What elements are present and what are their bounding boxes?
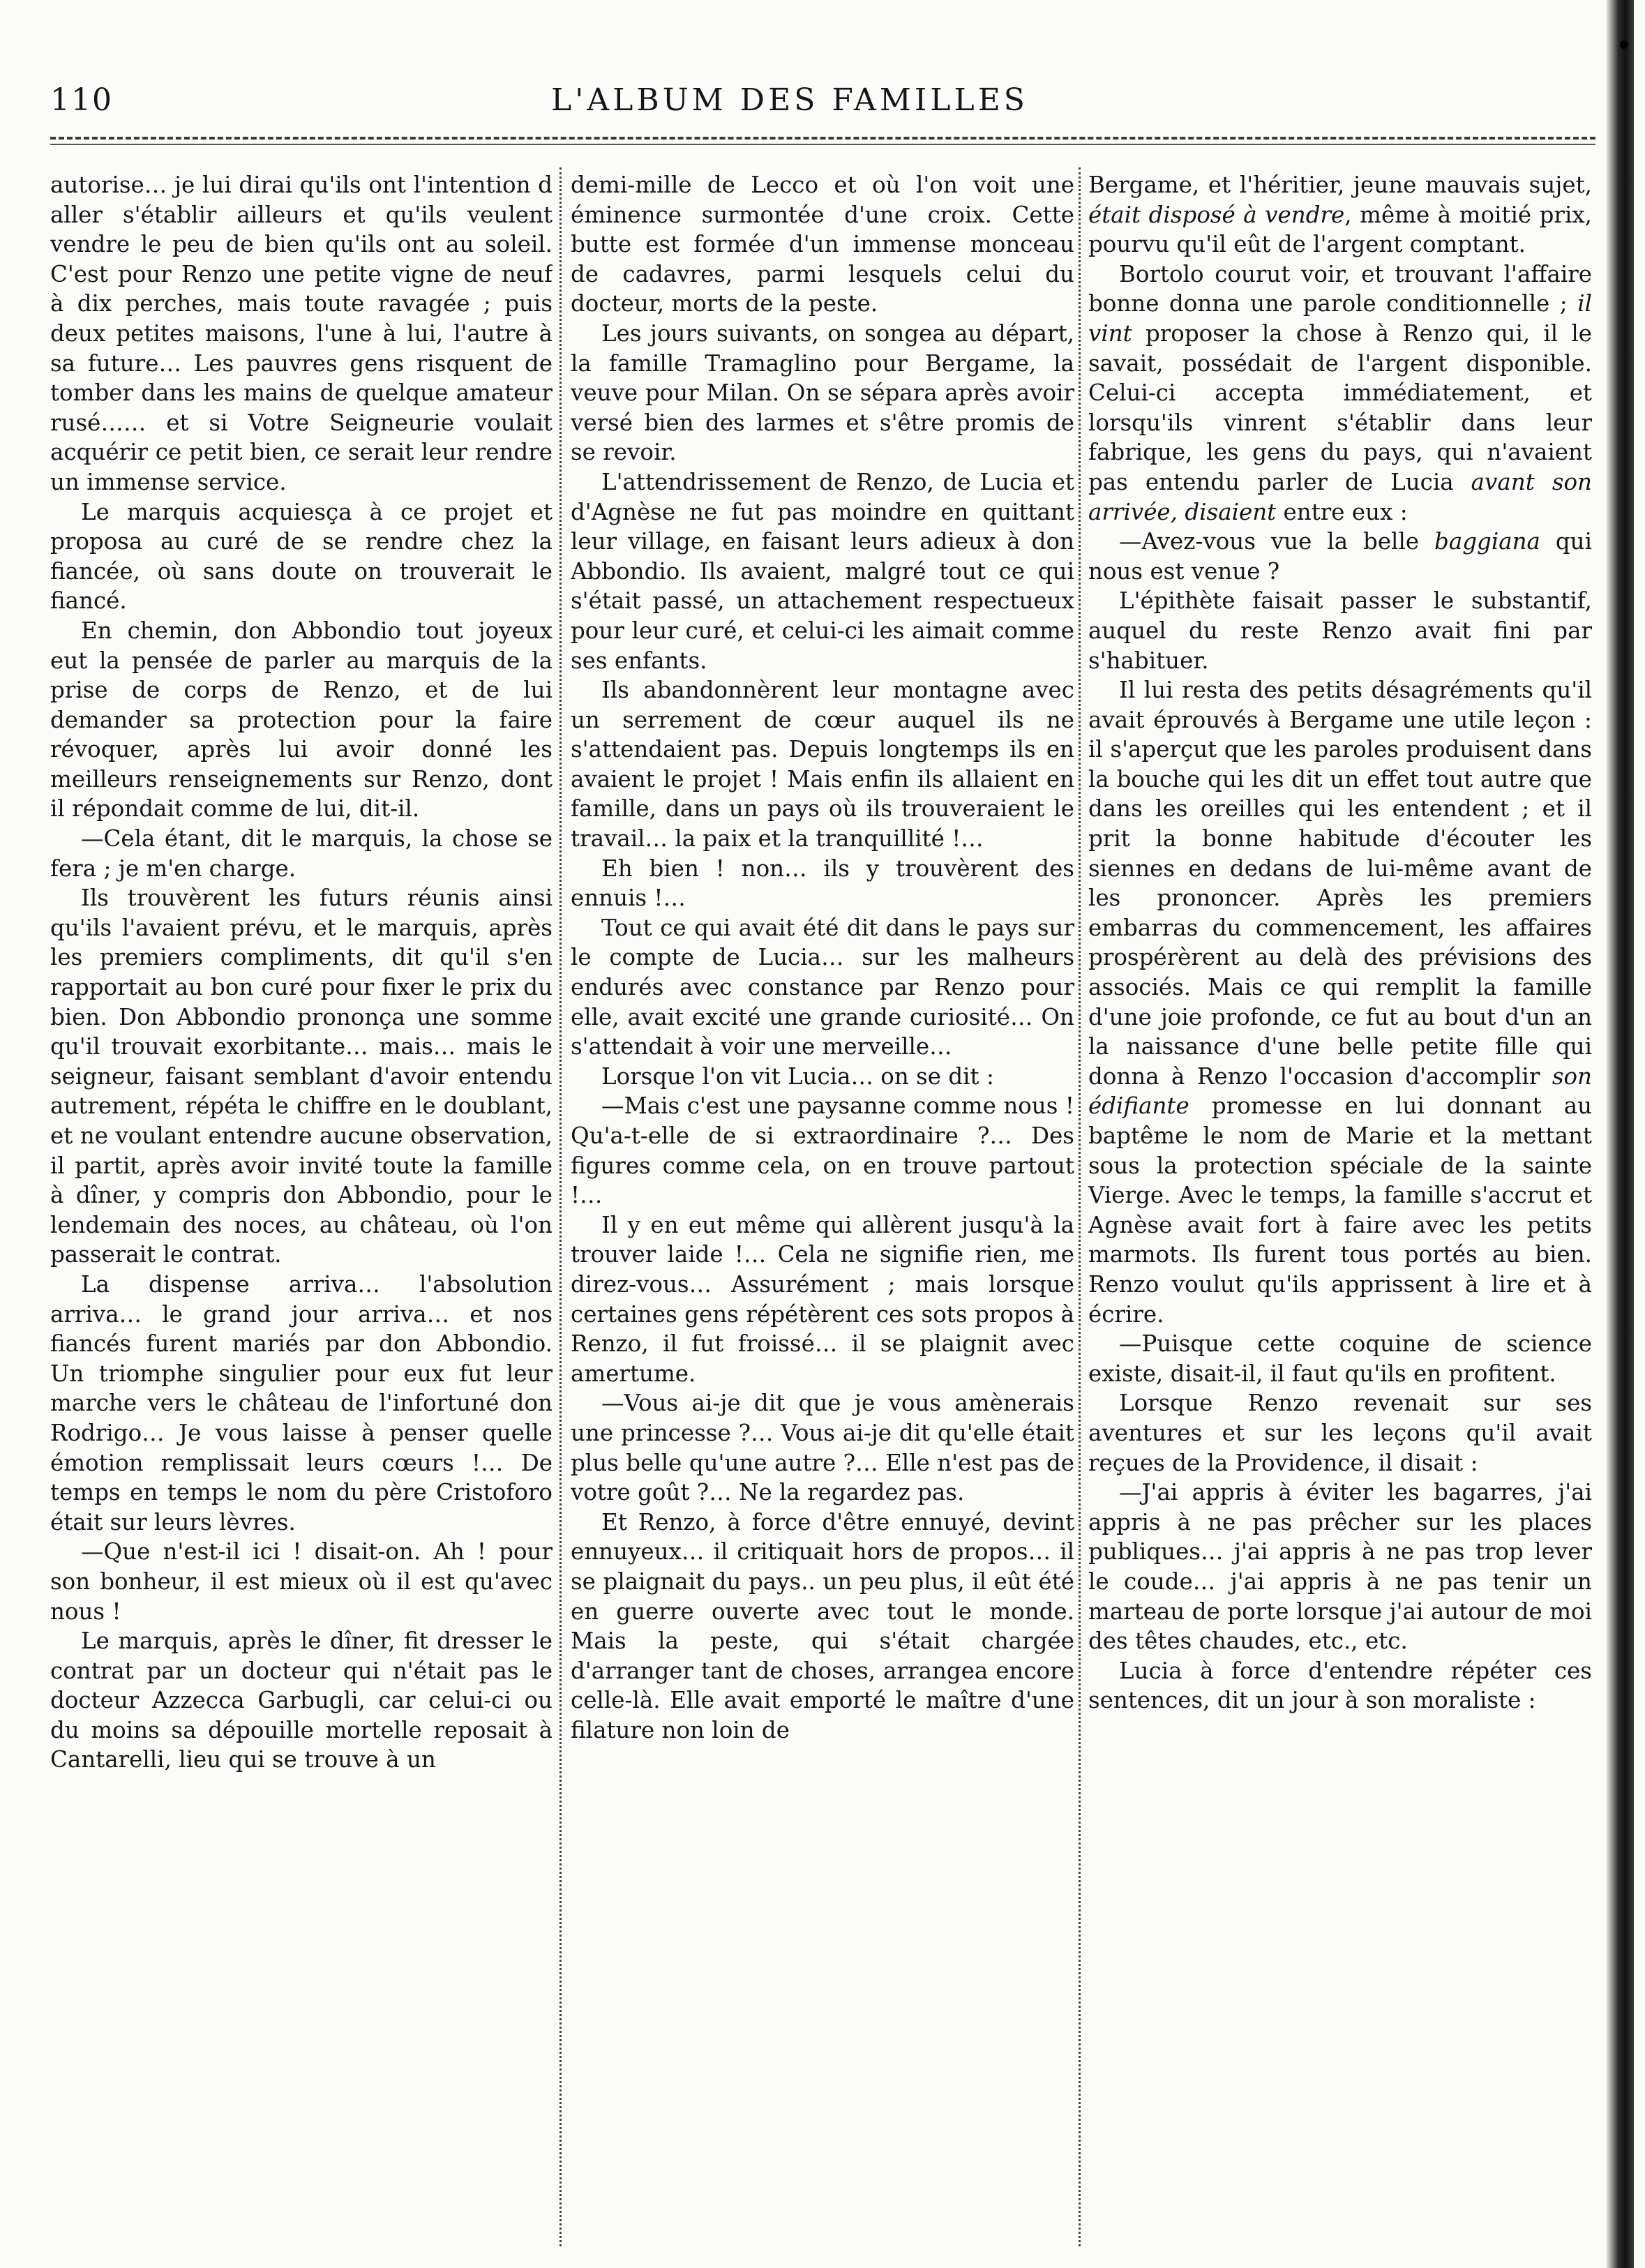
paragraph: Les jours suivants, on songea au départ, la famille Tramaglino pour Bergame, la veuve pour Milan. On se sépara après avoir versé bien des larmes et s'être promis de se revoir.	[571, 320, 1074, 466]
paragraph: —Que n'est-il ici ! disait-on. Ah ! pour son bonheur, il est mieux où il est qu'avec nous !	[50, 1538, 553, 1625]
header-rule	[50, 137, 1595, 140]
paragraph: L'épithète faisait passer le substantif, auquel du reste Renzo avait fini par s'habituer.	[1088, 587, 1592, 674]
ink-dot	[1620, 40, 1628, 49]
paragraph: Eh bien ! non… ils y trouvèrent des ennuis !…	[571, 855, 1074, 912]
paragraph: Le marquis acquiesça à ce projet et proposa au curé de se rendre chez la fiancée, où sans doute on trouverait le fiancé.	[50, 498, 553, 615]
paragraph: —Mais c'est une paysanne comme nous ! Qu'a-t-elle de si extraordinaire ?… Des figures comme cela, on en trouve partout !…	[571, 1092, 1074, 1209]
column-divider	[559, 167, 562, 2246]
paragraph: Bergame, et l'héritier, jeune mauvais sujet, était disposé à vendre, même à moitié prix, pourvu qu'il eût de l'argent comptant.	[1088, 172, 1592, 258]
paragraph: —Avez-vous vue la belle baggiana qui nous est venue ?	[1088, 528, 1592, 585]
paragraph: Et Renzo, à force d'être ennuyé, devint ennuyeux… il critiquait hors de propos… il se plaignait du pays.. un peu plus, il eût été en guerre ouverte avec tout le monde. Mais la peste, qui s'était chargée d'arranger tant de choses, arrangea encore celle-là. Elle avait emporté le maître d'une filature non loin de	[571, 1508, 1074, 1743]
paragraph: demi-mille de Lecco et où l'on voit une éminence surmontée d'une croix. Cette butte est formée d'un immense monceau de cadavres, parmi lesquels celui du docteur, morts de la peste.	[571, 172, 1074, 317]
paragraph: —Puisque cette coquine de science existe, disait-il, il faut qu'ils en profitent.	[1088, 1330, 1592, 1387]
paragraph: Lorsque l'on vit Lucia… on se dit :	[601, 1062, 994, 1090]
paragraph: Il lui resta des petits désagréments qu'il avait éprouvés à Bergame une utile leçon : il s'aperçut que les paroles produisent dans la bouche qui les dit un effet tout autre que dans les oreilles qui les entendent ; et il prit la bonne habitude d'écouter les siennes en dedans de lui-même avant de les prononcer. Après les premiers embarras du commencement, les affaires prospérèrent au delà des prévisions des associés. Mais ce qui remplit la famille d'une joie profonde, ce fut au bout d'un an la naissance d'une belle petite fille qui donna à Renzo l'occasion d'accomplir son édifiante promesse en lui donnant au baptême le nom de Marie et la mettant sous la protection spéciale de la sainte Vierge. Avec le temps, la famille s'accrut et Agnèse avait fort à faire avec les petits marmots. Ils furent tous portés au bien. Renzo voulut qu'ils apprissent à lire et à écrire.	[1088, 677, 1592, 1328]
paragraph: Ils trouvèrent les futurs réunis ainsi qu'ils l'avaient prévu, et le marquis, après les premiers compliments, dit qu'il s'en rapportait au bon curé pour fixer le prix du bien. Don Abbondio prononça une somme qu'il trouvait exorbitante… mais… mais le seigneur, faisant semblant d'avoir entendu autrement, répéta le chiffre en le doublant, et ne voulant entendre aucune observation, il partit, après avoir invité toute la famille à dîner, y compris don Abbondio, pour le lendemain des noces, au château, où l'on passerait le contrat.	[50, 885, 553, 1268]
paragraph: Le marquis, après le dîner, fit dresser le contrat par un docteur qui n'était pas le docteur Azzecca Garbugli, car celui-ci ou du moins sa dépouille mortelle reposait à Cantarelli, lieu qui se trouve à un	[50, 1628, 553, 1773]
paragraph: Ils abandonnèrent leur montagne avec un serrement de cœur auquel ils ne s'attendaient pas. Depuis longtemps ils en avaient le projet ! Mais enfin ils allaient en famille, dans un pays où ils trouveraient le travail… la paix et la tranquillité !…	[571, 677, 1074, 853]
paragraph: Lucia à force d'entendre répéter ces sentences, dit un jour à son moraliste :	[1088, 1657, 1592, 1714]
paragraph: La dispense arriva… l'absolution arriva… le grand jour arriva… et nos fiancés furent mariés par don Abbondio. Un triomphe singulier pour eux fut leur marche vers le château de l'infortuné don Rodrigo… Je vous laisse à penser quelle émotion remplissait leurs cœurs !… De temps en temps le nom du père Cristoforo était sur leurs lèvres.	[50, 1270, 553, 1535]
paragraph: —Vous ai-je dit que je vous amènerais une princesse ?… Vous ai-je dit qu'elle était plus belle qu'une autre ?… Elle n'est pas de votre goût ?… Ne la regardez pas.	[571, 1390, 1074, 1506]
paragraph: L'attendrissement de Renzo, de Lucia et d'Agnèse ne fut pas moindre en quittant leur village, en faisant leurs adieux à don Abbondio. Ils avaient, malgré tout ce qui s'était passé, un attachement respectueux pour leur curé, et celui-ci les aimait comme ses enfants.	[571, 468, 1074, 674]
paragraph: En chemin, don Abbondio tout joyeux eut la pensée de parler au marquis de la prise de corps de Renzo, et de lui demander sa protection pour la faire révoquer, après lui avoir donné les meilleurs renseignements sur Renzo, dont il répondait comme de lui, dit-il.	[50, 617, 553, 823]
paragraph: Tout ce qui avait été dit dans le pays sur le compte de Lucia… sur les malheurs endurés avec constance par Renzo pour elle, avait excité une grande curiosité… On s'attendait à voir une merveille…	[571, 914, 1074, 1060]
page-header	[50, 82, 1529, 131]
text-column-3	[1088, 170, 1592, 2242]
page-binding-edge	[1606, 0, 1634, 2268]
paragraph: Bortolo courut voir, et trouvant l'affaire bonne donna une parole conditionnelle ; il vint proposer la chose à Renzo qui, il le savait, possédait de l'argent disponible. Celui-ci accepta immédiatement, et lorsqu'ils vinrent s'établir dans leur fabrique, les gens du pays, qui n'avaient pas entendu parler de Lucia avant son arrivée, disaient entre eux :	[1088, 260, 1592, 525]
paragraph: —J'ai appris à éviter les bagarres, j'ai appris à ne pas prêcher sur les places publiques… j'ai appris à ne pas trop lever le coude… j'ai appris à ne pas tenir un marteau de porte lorsque j'ai autour de moi des têtes chaudes, etc., etc.	[1088, 1479, 1592, 1655]
paragraph: Il y en eut même qui allèrent jusqu'à la trouver laide !… Cela ne signifie rien, me direz-vous… Assurément ; mais lorsque certaines gens répétèrent ces sots propos à Renzo, il fut froissé… il se plaignit avec amertume.	[571, 1211, 1074, 1387]
paragraph: autorise… je lui dirai qu'ils ont l'intention d aller s'établir ailleurs et qu'ils veulent vendre le peu de bien qu'ils ont au soleil. C'est pour Renzo une petite vigne de neuf à dix perches, mais toute ravagée ; puis deux petites maisons, l'une à lui, l'autre à sa future… Les pauvres gens risquent de tomber dans les mains de quelque amateur rusé…… et si Votre Seigneurie voulait acquérir ce petit bien, ce serait leur rendre un immense service.	[50, 172, 553, 495]
text-column-1	[50, 170, 553, 2242]
column-divider	[1079, 167, 1081, 2246]
header-rule-thin	[50, 144, 1595, 145]
running-title: L'ALBUM DES FAMILLES	[551, 82, 1028, 118]
paragraph: Lorsque Renzo revenait sur ses aventures et sur les leçons qu'il avait reçues de la Providence, il disait :	[1088, 1390, 1592, 1476]
paragraph: —Cela étant, dit le marquis, la chose se fera ; je m'en charge.	[50, 825, 553, 882]
text-column-2	[571, 170, 1074, 2242]
page-number: 110	[50, 82, 113, 118]
